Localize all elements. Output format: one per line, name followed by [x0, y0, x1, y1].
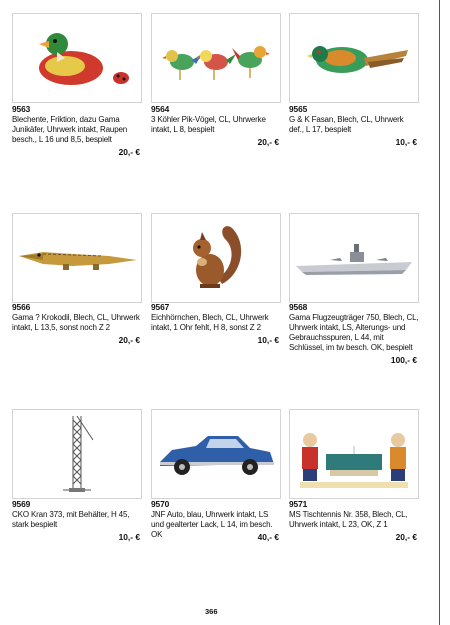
- lot-price: 10,- €: [118, 532, 140, 542]
- lot-9566-photo: [12, 213, 142, 303]
- lot-number: 9567: [151, 302, 170, 312]
- lot-price: 20,- €: [118, 147, 140, 157]
- lot-description: Eichhörnchen, Blech, CL, Uhrwerk intakt, 1 Ohr fehlt, H 8, sonst Z 2: [151, 313, 269, 332]
- lot-price: 20,- €: [118, 335, 140, 345]
- lot-price: 20,- €: [395, 532, 417, 542]
- lot-description: Blechente, Friktion, dazu Gama Junikäfer, Uhrwerk intakt, Raupen besch., L 16 und 8,5, bespielt: [12, 115, 128, 144]
- lot-number: 9564: [151, 104, 170, 114]
- lot-price: 20,- €: [257, 137, 279, 147]
- lot-9563-photo: [12, 13, 142, 103]
- lot-price: 10,- €: [257, 335, 279, 345]
- lot-number: 9570: [151, 499, 170, 509]
- lot-description: 3 Köhler Pik-Vögel, CL, Uhrwerke intakt, L 8, bespielt: [151, 115, 266, 134]
- lot-9564-photo: [151, 13, 281, 103]
- lot-description: CKO Kran 373, mit Behälter, H 45, stark bespielt: [12, 510, 130, 529]
- lot-description: Gama Flugzeugträger 750, Blech, CL, Uhrwerk intakt, LS, Alterungs- und Gebrauchsspuren, L 44, mit Schlüssel, im tw besch. OK, bespielt: [289, 313, 419, 352]
- lot-9567-photo: [151, 213, 281, 303]
- lot-number: 9563: [12, 104, 31, 114]
- lot-price: 10,- €: [395, 137, 417, 147]
- lot-number: 9571: [289, 499, 308, 509]
- lot-price: 40,- €: [257, 532, 279, 542]
- lot-description: MS Tischtennis Nr. 358, Blech, CL, Uhrwerk intakt, L 23, OK, Z 1: [289, 510, 408, 529]
- lot-9565-photo: [289, 13, 419, 103]
- lot-number: 9565: [289, 104, 308, 114]
- lot-description: JNF Auto, blau, Uhrwerk intakt, LS und gealterter Lack, L 14, im besch. OK: [151, 510, 273, 539]
- lot-description: G & K Fasan, Blech, CL, Uhrwerk def., L 17, bespielt: [289, 115, 404, 134]
- lot-9570-photo: [151, 409, 281, 499]
- page-edge-rule: [439, 0, 440, 625]
- lot-number: 9568: [289, 302, 308, 312]
- lot-description: Gama ? Krokodil, Blech, CL, Uhrwerk intakt, L 13,5, sonst noch Z 2: [12, 313, 140, 332]
- lot-number: 9566: [12, 302, 31, 312]
- lot-9569-photo: [12, 409, 142, 499]
- lot-9568-photo: [289, 213, 419, 303]
- lot-9571-photo: [289, 409, 419, 499]
- lot-number: 9569: [12, 499, 31, 509]
- lot-price: 100,- €: [390, 355, 417, 365]
- page-number: 366: [205, 607, 218, 616]
